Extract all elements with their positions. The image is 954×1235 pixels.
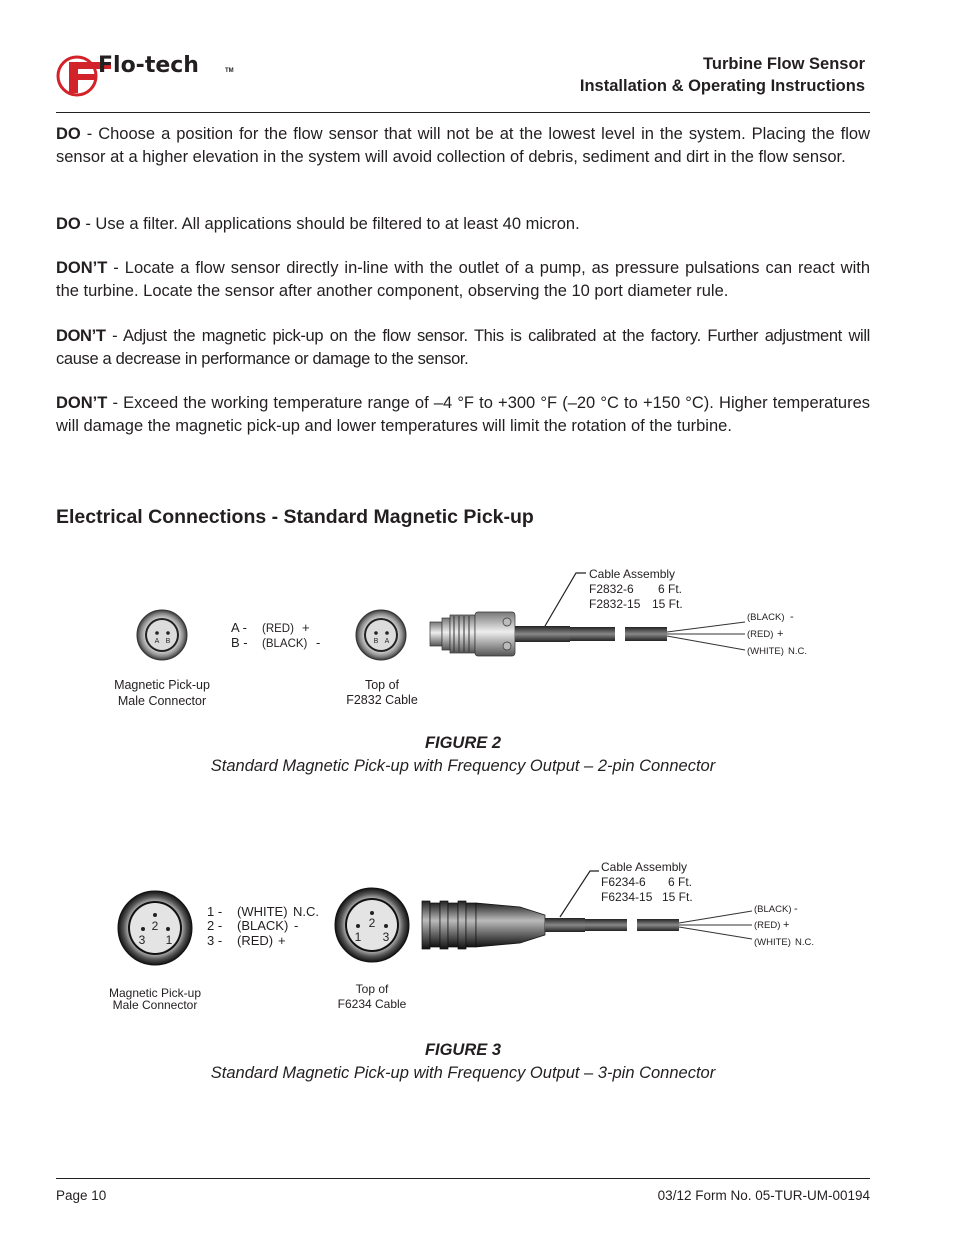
paragraph-label: DON’T — [56, 394, 108, 412]
pin-map-sign: - — [294, 918, 299, 933]
footer-rule — [56, 1178, 870, 1179]
cable-top-3pin — [335, 888, 409, 962]
cable-part: F2832-15 — [589, 597, 641, 611]
page-number: Page 10 — [56, 1188, 107, 1203]
paragraph-dont-pump — [56, 257, 870, 302]
cable-part: F6234-15 — [601, 890, 653, 904]
pin-label: 3 — [138, 933, 146, 947]
pin-3 — [384, 924, 388, 928]
figure-2-caption — [56, 732, 870, 777]
callout-line — [545, 573, 586, 626]
paragraph-text: - Locate a flow sensor directly in-line with the outlet of a pump, as pressure pulsations can react with the turbine. Locate the sensor after another component, observing the 10 port diameter rule. — [56, 259, 870, 300]
paragraph-label: DON’T — [56, 327, 106, 345]
cable-part: F6234-6 — [601, 875, 646, 889]
pin-map-sign: + — [302, 620, 310, 635]
connector-label: Male Connector — [117, 694, 207, 708]
pin-map-color: (BLACK) — [237, 918, 289, 933]
wire-sign: - — [790, 611, 794, 623]
male-connector-3pin — [118, 891, 192, 965]
pin-map-color: (RED) — [237, 933, 274, 948]
document-title-line-1: Turbine Flow Sensor — [703, 55, 865, 73]
cable-connector-3pin — [422, 901, 679, 949]
paragraph-label: DON’T — [56, 259, 108, 277]
connector-label: Magnetic Pick-up — [114, 678, 210, 692]
cable-top-label: F6234 Cable — [337, 997, 407, 1011]
pin-label: 3 — [382, 930, 390, 944]
brand-logo — [56, 52, 241, 98]
paragraph-text: - Choose a position for the flow sensor that will not be at the lowest level in the system. Placing the flow sensor at a higher elevation in the system will avoid collection of debris, sediment and dirt in the flow sensor. — [56, 125, 870, 166]
wire-sign: N.C. — [795, 937, 814, 948]
paragraph-text: - Use a filter. All applications should be filtered to at least 40 micron. — [80, 215, 580, 233]
pin-label: B — [165, 638, 171, 645]
cable-length: 15 Ft. — [652, 597, 683, 611]
pin-map-pin: 1 - — [207, 904, 223, 919]
figure-3-caption — [56, 1039, 870, 1084]
figure-2-diagram — [0, 560, 954, 720]
pin-label: 2 — [368, 916, 376, 930]
pin-map-pin: B - — [231, 635, 248, 650]
callout-line — [560, 871, 599, 917]
document-title — [580, 53, 865, 97]
wire-color: (WHITE) — [754, 937, 791, 948]
pin-b — [166, 631, 170, 635]
pin-label: B — [373, 638, 379, 645]
pin-label: A — [384, 638, 390, 645]
pin-label: 1 — [165, 933, 173, 947]
header-rule — [56, 112, 870, 113]
cable-connector-2pin — [430, 612, 667, 656]
paragraph-do-filter — [56, 213, 870, 236]
wire-color: (RED) — [754, 920, 781, 931]
paragraph-text: - Exceed the working temperature range of –4 °F to +300 °F (–20 °C to +150 °C). Higher temperatures will damage the magnetic pick-up and lower temperatures will limit the rotation of the turbine. — [56, 394, 870, 435]
pin-1 — [356, 924, 360, 928]
cable-top-label: Top of — [364, 678, 400, 692]
wire-color: (BLACK) — [747, 612, 785, 623]
pin-label: A — [154, 638, 160, 645]
pin-1 — [166, 927, 170, 931]
cable-wires-2pin — [667, 622, 745, 650]
section-title: Electrical Connections - Standard Magnetic Pick-up — [56, 506, 534, 528]
paragraph-do-position — [56, 123, 870, 168]
pin-map-color: (WHITE) — [237, 904, 288, 919]
pin-label: 1 — [354, 930, 362, 944]
cable-wires-3pin — [679, 911, 752, 939]
paragraph-dont-temperature — [56, 392, 870, 437]
pin-map-sign: - — [316, 635, 321, 650]
connector-label: Male Connector — [112, 998, 198, 1012]
wire-color: (BLACK) — [754, 904, 792, 915]
brand-name: Flo-tech — [98, 53, 199, 78]
wire-sign: + — [783, 919, 790, 931]
form-number: 03/12 Form No. 05-TUR-UM-00194 — [657, 1188, 870, 1203]
cable-assembly-title: Cable Assembly — [601, 860, 688, 874]
wire-color: (WHITE) — [747, 646, 784, 657]
figure-caption-text: Standard Magnetic Pick-up with Frequency Output – 3-pin Connector — [210, 1063, 716, 1082]
paragraph-text: - Adjust the magnetic pick-up on the flow sensor. This is calibrated at the factory. Further adjustment will cause a decrease in performance or damage to the sensor. — [56, 327, 870, 368]
pin-a — [155, 631, 159, 635]
paragraph-label: DO — [56, 125, 81, 143]
figure-3-diagram — [0, 855, 954, 1020]
trademark: TM — [225, 68, 234, 74]
pin-map-pin: A - — [231, 620, 247, 635]
pin-b — [374, 631, 378, 635]
paragraph-dont-adjust — [56, 325, 870, 370]
wire-sign: + — [777, 628, 784, 640]
cable-length: 15 Ft. — [662, 890, 693, 904]
pin-map-pin: 2 - — [207, 918, 223, 933]
figure-caption-text: Standard Magnetic Pick-up with Frequency Output – 2-pin Connector — [210, 756, 716, 775]
cable-assembly-title: Cable Assembly — [589, 567, 676, 581]
pin-map-color: (BLACK) — [262, 638, 308, 650]
cable-top-label: F2832 Cable — [346, 693, 418, 707]
pin-map-color: (RED) — [262, 623, 294, 635]
pin-a — [385, 631, 389, 635]
pin-map-pin: 3 - — [207, 933, 223, 948]
cable-part: F2832-6 — [589, 582, 634, 596]
cable-top-label: Top of — [355, 982, 389, 996]
figure-number: FIGURE 3 — [424, 1041, 502, 1059]
cable-length: 6 Ft. — [658, 582, 683, 596]
pin-2 — [370, 911, 374, 915]
wire-sign: - — [794, 903, 798, 915]
cable-top-2pin — [356, 610, 406, 660]
connector-label: Magnetic Pick-up — [108, 986, 202, 1000]
male-connector-2pin — [137, 610, 187, 660]
figure-number: FIGURE 2 — [424, 734, 502, 752]
wire-sign: N.C. — [788, 646, 807, 657]
pin-map-sign: + — [278, 933, 286, 948]
pin-label: 2 — [151, 919, 159, 933]
pin-map-sign: N.C. — [293, 904, 319, 919]
pin-2 — [153, 913, 157, 917]
pin-3 — [141, 927, 145, 931]
paragraph-label: DO — [56, 215, 81, 233]
cable-length: 6 Ft. — [668, 875, 693, 889]
document-title-line-2: Installation & Operating Instructions — [579, 77, 865, 95]
wire-color: (RED) — [747, 629, 774, 640]
